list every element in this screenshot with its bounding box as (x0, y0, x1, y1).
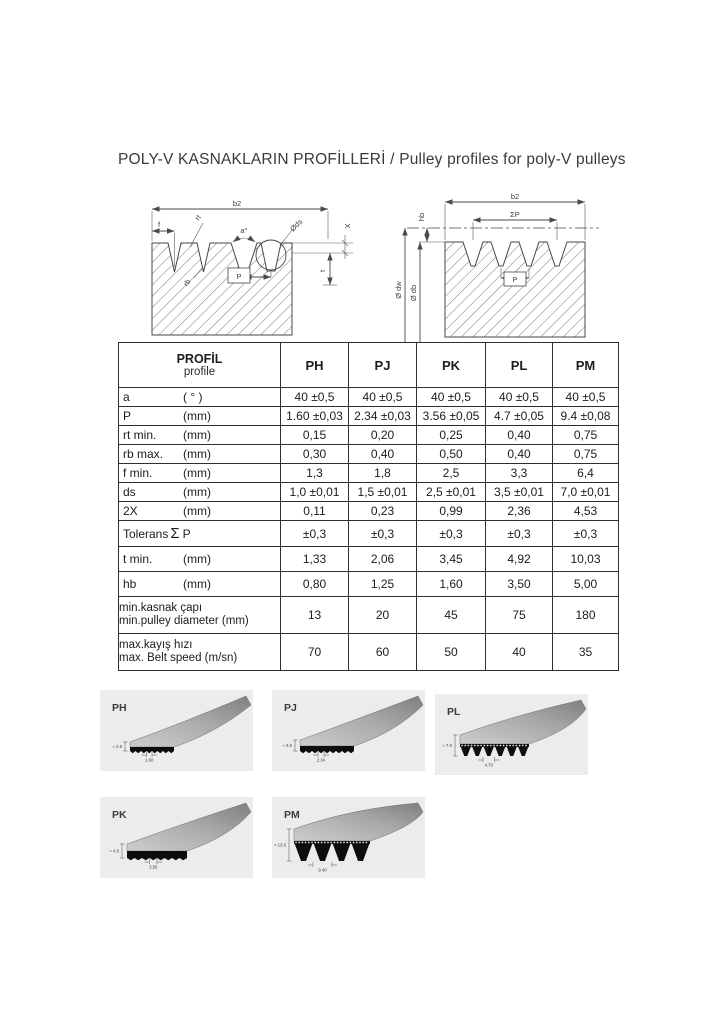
value-cell: 3.56 ±0,05 (417, 407, 486, 426)
belt-panel-pj (272, 690, 425, 771)
value-cell: 1,3 (281, 464, 349, 483)
belt-rib (484, 747, 494, 757)
table-row (119, 502, 619, 521)
belt-rib (518, 747, 528, 757)
row-label: rt min. (mm) (119, 426, 281, 445)
value-cell: ±0,3 (349, 521, 417, 547)
value-cell: 40 (486, 634, 553, 671)
belt-illustration-pk (100, 797, 253, 878)
header-profil-label: PROFİL (176, 352, 223, 366)
row-label: P (mm) (119, 407, 281, 426)
belt-rib (472, 747, 482, 757)
value-cell: 0,75 (553, 426, 619, 445)
col-header-pj: PJ (349, 343, 417, 388)
value-cell: 3,5 ±0,01 (486, 483, 553, 502)
belt-rib (461, 747, 471, 757)
belt-panel-label: PM (284, 809, 300, 821)
value-cell: 4.7 ±0,05 (486, 407, 553, 426)
belt-panel-label: PL (447, 706, 461, 718)
value-cell: 0,50 (417, 445, 486, 464)
value-cell: 5,00 (553, 572, 619, 597)
belt-pitch-dim: 4.70 (484, 762, 493, 768)
value-cell: 0,20 (349, 426, 417, 445)
table-row (119, 634, 619, 671)
dim-label-b2: b2 (232, 199, 242, 208)
value-cell: 1,33 (281, 547, 349, 572)
dim-label-p: P (236, 272, 242, 281)
value-cell: 0,75 (553, 445, 619, 464)
col-header-pm: PM (553, 343, 619, 388)
value-cell: 0,25 (417, 426, 486, 445)
value-cell: 40 ±0,5 (281, 388, 349, 407)
header-profile-label: profile (183, 366, 216, 378)
belt-ribs (127, 851, 187, 858)
value-cell: 2,36 (486, 502, 553, 521)
col-header-ph: PH (281, 343, 349, 388)
table-row (119, 547, 619, 572)
table-row (119, 426, 619, 445)
value-cell: 2,5 ±0,01 (417, 483, 486, 502)
row-label: min.kasnak çapı min.pulley diameter (mm) (119, 597, 281, 634)
belt-panel-label: PH (112, 702, 127, 714)
value-cell: 0,40 (349, 445, 417, 464)
value-cell: 1,60 (417, 572, 486, 597)
value-cell: 2,06 (349, 547, 417, 572)
belt-thickness-dim: ≈ 2.5 (112, 744, 122, 750)
row-label: max.kayış hızı max. Belt speed (m/sn) (119, 634, 281, 671)
col-header-pk: PK (417, 343, 486, 388)
value-cell: 45 (417, 597, 486, 634)
header-profile-cell (119, 343, 281, 388)
row-label: ds (mm) (119, 483, 281, 502)
value-cell: 6,4 (553, 464, 619, 483)
value-cell: 0,99 (417, 502, 486, 521)
value-cell: 40 ±0,5 (553, 388, 619, 407)
belt-illustration-ph (100, 690, 253, 771)
dim-label-t: t (318, 269, 327, 273)
belt-illustration-pj (272, 690, 425, 771)
value-cell: 50 (417, 634, 486, 671)
table-row (119, 388, 619, 407)
value-cell: 40 ±0,5 (417, 388, 486, 407)
value-cell: 70 (281, 634, 349, 671)
value-cell: 75 (486, 597, 553, 634)
belt-ribs (300, 746, 354, 751)
table-row (119, 572, 619, 597)
dim-label-dw: Ø dw (394, 281, 403, 299)
belt-back (294, 803, 423, 841)
belt-pitch-dim: 2.34 (316, 757, 326, 763)
table-header-row (119, 343, 619, 388)
belt-panel-pl (435, 694, 588, 775)
value-cell: 13 (281, 597, 349, 634)
belt-pitch-dim: 1.60 (145, 757, 154, 763)
dim-label-rb: rb (181, 277, 193, 288)
table-row (119, 445, 619, 464)
row-label: f min. (mm) (119, 464, 281, 483)
pulley-body-hatched (445, 242, 585, 337)
dim-label-hb: hb (417, 212, 426, 222)
table-row (119, 483, 619, 502)
row-label: 2X (mm) (119, 502, 281, 521)
value-cell: 40 ±0,5 (349, 388, 417, 407)
value-cell: 4,53 (553, 502, 619, 521)
belt-panel-ph (100, 690, 253, 771)
value-cell: ±0,3 (553, 521, 619, 547)
belt-back (127, 803, 251, 851)
dim-label-f: f (157, 220, 161, 229)
value-cell: 0,80 (281, 572, 349, 597)
value-cell: 1.60 ±0,03 (281, 407, 349, 426)
table-row (119, 521, 619, 547)
belt-rib (507, 747, 517, 757)
belt-thickness-dim: ≈ 4.0 (109, 848, 119, 854)
value-cell: ±0,3 (281, 521, 349, 547)
profile-spec-table (118, 342, 619, 671)
page-title: POLY-V KASNAKLARIN PROFİLLERİ / Pulley profiles for poly-V pulleys (118, 151, 626, 168)
belt-rib (295, 844, 313, 862)
value-cell: 0,15 (281, 426, 349, 445)
belt-thickness-dim: ≈ 3.5 (282, 743, 292, 749)
belt-panel-pm (272, 797, 425, 878)
table-row (119, 407, 619, 426)
belt-thickness-dim: ≈ 7.0 (442, 743, 452, 749)
pulley-groove-detail-diagram (140, 195, 375, 345)
belt-back (300, 696, 423, 746)
belt-rib (495, 747, 505, 757)
belt-illustration-pm (272, 797, 425, 878)
belt-back (460, 700, 586, 744)
value-cell: 35 (553, 634, 619, 671)
pulley-body-hatched (152, 243, 292, 335)
table-row (119, 597, 619, 634)
belt-ribs (130, 747, 174, 751)
belt-rib (314, 844, 332, 862)
value-cell: ±0,3 (417, 521, 486, 547)
value-cell: 2,5 (417, 464, 486, 483)
dim-label-rt: rt (192, 213, 203, 223)
belt-panel-pk (100, 797, 253, 878)
belt-illustration-pl (435, 694, 588, 775)
row-label: Tolerans Σ P (119, 521, 281, 547)
value-cell: 4,92 (486, 547, 553, 572)
belt-back (130, 696, 251, 747)
belt-rib (333, 844, 351, 862)
value-cell: 0,30 (281, 445, 349, 464)
value-cell: 0,40 (486, 426, 553, 445)
dim-label-b2: b2 (510, 192, 520, 201)
value-cell: 0,40 (486, 445, 553, 464)
row-label: rb max. (mm) (119, 445, 281, 464)
value-cell: 9.4 ±0,08 (553, 407, 619, 426)
value-cell: 180 (553, 597, 619, 634)
belt-rib (352, 844, 370, 862)
value-cell: 7,0 ±0,01 (553, 483, 619, 502)
dim-label-db: Ø db (409, 284, 418, 302)
value-cell: 1,25 (349, 572, 417, 597)
belt-pitch-dim: 9.40 (318, 867, 327, 873)
row-label: hb (mm) (119, 572, 281, 597)
value-cell: 2.34 ±0,03 (349, 407, 417, 426)
value-cell: 10,03 (553, 547, 619, 572)
dim-label-ds: Øds (288, 217, 305, 234)
row-label: a ( ° ) (119, 388, 281, 407)
belt-panel-label: PK (112, 809, 127, 821)
col-header-pl: PL (486, 343, 553, 388)
value-cell: 3,50 (486, 572, 553, 597)
table-row (119, 464, 619, 483)
value-cell: ±0,3 (486, 521, 553, 547)
dim-label-a: a° (240, 226, 248, 235)
belt-pitch-dim: 3.56 (149, 864, 158, 870)
value-cell: 0,23 (349, 502, 417, 521)
value-cell: 1,5 ±0,01 (349, 483, 417, 502)
value-cell: 3,45 (417, 547, 486, 572)
belt-thickness-dim: ≈ 13.0 (274, 842, 286, 848)
value-cell: 0,11 (281, 502, 349, 521)
value-cell: 3,3 (486, 464, 553, 483)
dim-label-sum-p: ΣP (510, 210, 520, 219)
value-cell: 60 (349, 634, 417, 671)
value-cell: 1,0 ±0,01 (281, 483, 349, 502)
dim-label-p: P (512, 275, 518, 284)
pulley-section-diagram (393, 190, 621, 342)
value-cell: 40 ±0,5 (486, 388, 553, 407)
value-cell: 1,8 (349, 464, 417, 483)
belt-panel-label: PJ (284, 702, 297, 714)
dim-label-x: X (343, 223, 352, 229)
row-label: t min. (mm) (119, 547, 281, 572)
value-cell: 20 (349, 597, 417, 634)
